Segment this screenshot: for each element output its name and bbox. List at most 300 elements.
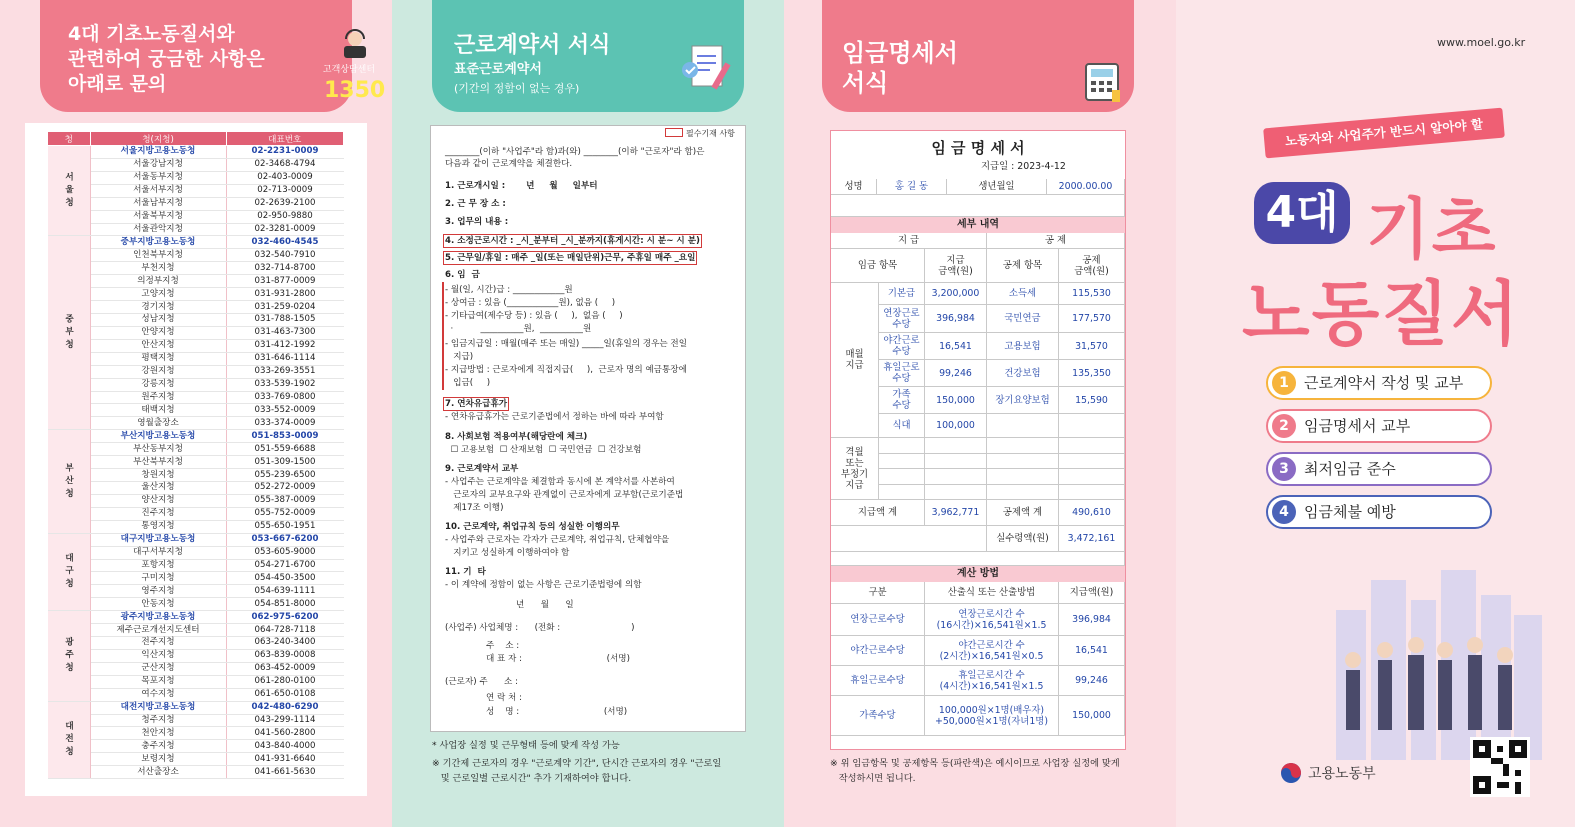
office-phone[interactable]: 033-769-0800 [226, 391, 344, 404]
deduct-amount: 31,570 [1059, 333, 1125, 360]
empty-cell [987, 485, 1059, 501]
office-phone[interactable]: 051-559-6688 [226, 443, 344, 456]
empty-cell [925, 438, 987, 454]
principle-number: 2 [1272, 414, 1296, 438]
call-center-number: 1350 [324, 78, 386, 103]
office-phone[interactable]: 032-460-4545 [226, 236, 344, 249]
payslip-header [822, 0, 1134, 112]
contract-subtitle: 표준근로계약서 [454, 62, 542, 77]
office-row [48, 171, 344, 184]
office-row [48, 520, 344, 533]
office-name: 울산지청 [90, 481, 226, 494]
region-name: 광주청 [48, 611, 91, 701]
calc-type: 야간근로수당 [831, 636, 925, 666]
office-name: 강원지청 [90, 365, 226, 378]
empty-cell [925, 469, 987, 485]
office-name: 대구서부지청 [90, 546, 226, 559]
pay-item: 기본급 [879, 283, 925, 305]
payslip-form [830, 130, 1126, 750]
office-row [48, 391, 344, 404]
office-row [48, 262, 344, 275]
office-phone[interactable]: 02-3468-4794 [226, 158, 344, 171]
office-phone[interactable]: 054-851-8000 [226, 598, 344, 611]
pay-amount: 150,000 [925, 387, 987, 414]
office-name: 대전지방고용노동청 [90, 701, 226, 714]
contract-line: 다음과 같이 근로계약을 체결한다. [445, 159, 573, 169]
office-name: 천안지청 [90, 727, 226, 740]
contract-footnote: 및 근로일별 근로시간" 추가 기재하여야 합니다. [432, 773, 632, 784]
required-box-icon [665, 128, 683, 137]
empty-cell [879, 438, 925, 454]
contract-line: 1. 근로개시일 : 년 월 일부터 [445, 181, 598, 191]
contract-line: 대 표 자 : (서명) [445, 654, 630, 664]
deduct-item [987, 414, 1059, 438]
calc-method: 연장근로시간 수 (16시간)×16,541원×1.5 [925, 604, 1059, 636]
cover-title-line2: 노동질서 [1242, 273, 1521, 355]
calc-amount: 396,984 [1059, 604, 1125, 636]
office-name: 통영지청 [90, 520, 226, 533]
principle-number: 3 [1272, 457, 1296, 481]
empty-cell [879, 469, 925, 485]
contract-line: 입금( ) [445, 378, 491, 388]
contract-line: 지급) [445, 352, 474, 362]
contract-line: 지키고 성실하게 이행하여야 함 [445, 548, 570, 558]
payslip-title: 임 금 명 세 서 [931, 139, 1025, 157]
office-row [48, 546, 344, 559]
office-directory-table [47, 131, 344, 779]
office-phone[interactable]: 053-605-9000 [226, 546, 344, 559]
office-row [48, 714, 344, 727]
principle-label: 최저임금 준수 [1304, 460, 1396, 478]
contract-footnote: * 사업장 실정 및 근무형태 등에 맞게 작성 가능 [432, 740, 620, 751]
office-phone[interactable]: 02-950-9880 [226, 210, 344, 223]
contract-line: 2. 근 무 장 소 : [445, 199, 506, 209]
contract-line: 근로자의 교부요구와 관계없이 근로자에게 교부함(근로기준법 [445, 490, 684, 500]
pay-item: 야간근로 수당 [879, 333, 925, 360]
office-phone[interactable]: 061-280-0100 [226, 675, 344, 688]
office-name: 보령지청 [90, 753, 226, 766]
office-name: 중부지방고용노동청 [90, 236, 226, 249]
office-name: 부산북부지청 [90, 456, 226, 469]
office-phone[interactable]: 055-387-0009 [226, 494, 344, 507]
principle-item [1266, 495, 1492, 529]
office-row [48, 301, 344, 314]
office-row [48, 146, 344, 159]
office-name: 여수지청 [90, 688, 226, 701]
detail-header: 세부 내역 [831, 217, 1125, 233]
office-row [48, 313, 344, 326]
contract-header [432, 0, 744, 112]
office-phone[interactable]: 055-239-6500 [226, 469, 344, 482]
cover-title-line1: 기초 [1366, 191, 1498, 268]
deduct-amount: 15,590 [1059, 387, 1125, 414]
office-name: 태백지청 [90, 404, 226, 417]
birth-label: 생년월일 [947, 179, 1047, 195]
office-phone[interactable]: 042-480-6290 [226, 701, 344, 714]
office-phone[interactable]: 055-650-1951 [226, 520, 344, 533]
office-name: 서울서부지청 [90, 184, 226, 197]
office-phone[interactable]: 051-853-0009 [226, 430, 344, 443]
office-phone[interactable]: 032-714-8700 [226, 262, 344, 275]
office-row [48, 326, 344, 339]
contract-line: 10. 근로계약, 취업규칙 등의 성실한 이행의무 [445, 522, 620, 532]
website-url[interactable]: www.moel.go.kr [1437, 36, 1526, 49]
col-header-region: 청 [48, 132, 91, 146]
deduct-amount: 177,570 [1059, 305, 1125, 333]
office-phone[interactable]: 054-639-1111 [226, 585, 344, 598]
pay-item: 식대 [879, 414, 925, 438]
principle-number: 4 [1272, 500, 1296, 524]
office-phone[interactable]: 043-299-1114 [226, 714, 344, 727]
office-phone[interactable]: 02-2639-2100 [226, 197, 344, 210]
col-ded-item: 공제 항목 [987, 249, 1059, 283]
office-row [48, 624, 344, 637]
office-row [48, 443, 344, 456]
office-name: 대구지방고용노동청 [90, 533, 226, 546]
office-name: 영주지청 [90, 585, 226, 598]
name-label: 성명 [831, 179, 877, 195]
contract-line: - 사업주와 근로자는 각자가 근로계약, 취업규칙, 단체협약을 [445, 535, 670, 545]
office-phone[interactable]: 033-269-3551 [226, 365, 344, 378]
deduct-item: 고용보험 [987, 333, 1059, 360]
contract-line: 성 명 : (서명) [445, 707, 628, 717]
office-name: 고양지청 [90, 288, 226, 301]
office-phone[interactable]: 062-975-6200 [226, 611, 344, 624]
calc-type: 가족수당 [831, 696, 925, 736]
calculator-icon [1084, 62, 1120, 102]
payslip-panel [784, 0, 1176, 827]
office-row [48, 184, 344, 197]
office-row [48, 456, 344, 469]
office-name: 구미지청 [90, 572, 226, 585]
empty-cell [987, 438, 1059, 454]
contract-line: · __________원, __________원 [445, 324, 592, 334]
empty-cell [925, 454, 987, 470]
calc-header: 계산 방법 [831, 566, 1125, 582]
office-name: 서울강남지청 [90, 158, 226, 171]
col-ded-amt: 공제 금액(원) [1059, 249, 1125, 283]
cover-badge: 4대 [1254, 182, 1350, 244]
office-row [48, 404, 344, 417]
region-name: 부산청 [48, 430, 91, 533]
contract-line: 7. 연차유급휴가 [445, 399, 508, 409]
principle-number: 1 [1272, 371, 1296, 395]
office-row [48, 469, 344, 482]
contract-line: 5. 근무일/휴일 : 매주 _일(또는 매일단위)근무, 주휴일 매주 _요일 [445, 253, 696, 263]
office-phone[interactable]: 031-931-2800 [226, 288, 344, 301]
deduct-item: 장기요양보험 [987, 387, 1059, 414]
contract-note: (기간의 정함이 없는 경우) [454, 82, 580, 95]
office-name: 성남지청 [90, 313, 226, 326]
office-phone[interactable]: 041-560-2800 [226, 727, 344, 740]
office-row [48, 701, 344, 714]
required-section-bar [442, 282, 444, 390]
office-phone[interactable]: 02-403-0009 [226, 171, 344, 184]
office-phone[interactable]: 063-839-0008 [226, 649, 344, 662]
deduct-item: 건강보험 [987, 360, 1059, 387]
office-name: 충주지청 [90, 740, 226, 753]
office-row [48, 611, 344, 624]
office-phone[interactable]: 064-728-7118 [226, 624, 344, 637]
office-name: 경기지청 [90, 301, 226, 314]
office-phone[interactable]: 031-646-1114 [226, 352, 344, 365]
office-row [48, 507, 344, 520]
office-phone[interactable]: 033-552-0009 [226, 404, 344, 417]
contract-line: 연 락 처 : [445, 693, 522, 703]
office-name: 창원지청 [90, 469, 226, 482]
principle-label: 임금체불 예방 [1304, 503, 1396, 521]
office-phone[interactable]: 055-752-0009 [226, 507, 344, 520]
office-phone[interactable]: 052-272-0009 [226, 481, 344, 494]
office-name: 의정부지청 [90, 275, 226, 288]
contract-footnote: ※ 기간제 근로자의 경우 "근로계약 기간", 단시간 근로자의 경우 "근로일 [432, 758, 722, 769]
office-name: 안동지청 [90, 598, 226, 611]
inquiry-header [40, 0, 386, 112]
office-row [48, 275, 344, 288]
cover-panel [1176, 0, 1575, 827]
qr-code-icon [1473, 740, 1527, 794]
empty-cell [1059, 469, 1125, 485]
office-name: 안양지청 [90, 326, 226, 339]
blank-cell [831, 526, 987, 552]
pay-item: 가족 수당 [879, 387, 925, 414]
employee-name: 홍 길 동 [877, 179, 947, 195]
deduct-amount [1059, 414, 1125, 438]
contract-line: 3. 업무의 내용 : [445, 217, 509, 227]
office-name: 광주지방고용노동청 [90, 611, 226, 624]
office-row [48, 365, 344, 378]
region-name: 대구청 [48, 533, 91, 611]
principle-item [1266, 409, 1492, 443]
office-row [48, 352, 344, 365]
office-name: 진주지청 [90, 507, 226, 520]
contract-line: 6. 임 금 [445, 270, 480, 280]
inquiry-title: 4대 기초노동질서와 관련하여 궁금한 사항은 아래로 문의 [68, 23, 265, 95]
payslip-panel-title: 임금명세서 서식 [842, 39, 958, 97]
office-phone[interactable]: 031-463-7300 [226, 326, 344, 339]
office-row [48, 753, 344, 766]
total-deduct: 490,610 [1059, 500, 1125, 526]
contract-line: (사업주) 사업체명 : (전화 : ) [445, 623, 635, 633]
office-row [48, 223, 344, 236]
contract-line: - 임금지급일 : 매월(매주 또는 매일) _____일(휴일의 경우는 전일 [445, 339, 688, 349]
empty-cell [1059, 485, 1125, 501]
calc-amount: 99,246 [1059, 666, 1125, 696]
required-items-legend [661, 128, 739, 139]
office-phone[interactable]: 043-840-4000 [226, 740, 344, 753]
office-row [48, 378, 344, 391]
office-name: 서산출장소 [90, 766, 226, 779]
inquiry-panel [0, 0, 392, 827]
pay-amount: 16,541 [925, 333, 987, 360]
contract-line: 주 소 : [445, 641, 520, 651]
principle-label: 임금명세서 교부 [1304, 417, 1411, 435]
pay-amount: 100,000 [925, 414, 987, 438]
office-phone[interactable]: 031-412-1992 [226, 339, 344, 352]
deduct-head: 공 제 [987, 233, 1125, 249]
contract-title: 근로계약서 서식 [454, 33, 611, 58]
call-center-label: 고객상담센터 [322, 65, 376, 75]
deduct-item: 국민연금 [987, 305, 1059, 333]
deduct-amount: 115,530 [1059, 283, 1125, 305]
office-phone[interactable]: 041-661-5630 [226, 766, 344, 779]
office-name: 안산지청 [90, 339, 226, 352]
calc-col-type: 구분 [831, 582, 925, 604]
col-pay-item: 임금 항목 [831, 249, 925, 283]
office-name: 군산지청 [90, 662, 226, 675]
office-row [48, 675, 344, 688]
office-row [48, 688, 344, 701]
blank-row [831, 195, 1125, 217]
office-directory [25, 123, 367, 796]
contract-line: - 상여금 : 있음 (____________원), 없음 ( ) [445, 298, 616, 308]
office-row [48, 158, 344, 171]
empty-cell [987, 469, 1059, 485]
office-phone[interactable]: 031-877-0009 [226, 275, 344, 288]
contract-line: - 기타급여(제수당 등) : 있음 ( ), 없음 ( ) [445, 311, 623, 321]
office-row [48, 533, 344, 546]
pay-amount: 3,200,000 [925, 283, 987, 305]
col-header-office: 청(지청) [90, 132, 226, 146]
contract-form [430, 125, 746, 732]
contract-line: 9. 근로계약서 교부 [445, 464, 519, 474]
qr-code[interactable] [1470, 737, 1530, 797]
office-row [48, 236, 344, 249]
office-name: 부천지청 [90, 262, 226, 275]
office-phone[interactable]: 054-271-6700 [226, 559, 344, 572]
office-row [48, 766, 344, 779]
government-emblem-icon [1280, 762, 1302, 784]
office-row [48, 339, 344, 352]
deduct-amount: 135,350 [1059, 360, 1125, 387]
principle-item [1266, 366, 1492, 400]
office-phone[interactable]: 053-667-6200 [226, 533, 344, 546]
empty-cell [1059, 438, 1125, 454]
office-name: 평택지청 [90, 352, 226, 365]
empty-cell [879, 485, 925, 501]
office-phone[interactable]: 063-452-0009 [226, 662, 344, 675]
office-name: 영월출장소 [90, 417, 226, 430]
office-name: 인천북부지청 [90, 249, 226, 262]
contract-panel [392, 0, 784, 827]
office-name: 제주근로개선지도센터 [90, 624, 226, 637]
office-row [48, 288, 344, 301]
payslip-footnote: ※ 위 임금항목 및 공제항목 등(파란색)은 예시이므로 사업장 실정에 맞게 작성하시면 됩니다. [830, 758, 1120, 784]
contract-line: - 연차유급휴가는 근로기준법에서 정하는 바에 따라 부여함 [445, 412, 664, 422]
office-phone[interactable]: 054-450-3500 [226, 572, 344, 585]
cover-ribbon: 노동자와 사업주가 반드시 알아야 할 [1263, 108, 1505, 159]
office-phone[interactable]: 031-788-1505 [226, 313, 344, 326]
office-phone[interactable]: 032-540-7910 [226, 249, 344, 262]
ministry-name: 고용노동부 [1308, 766, 1376, 782]
office-row [48, 417, 344, 430]
city-workers-illustration [1326, 560, 1546, 760]
empty-cell [1059, 454, 1125, 470]
office-name: 원주지청 [90, 391, 226, 404]
office-row [48, 559, 344, 572]
birth-date: 2000.00.00 [1047, 179, 1125, 195]
office-phone[interactable]: 02-3281-0009 [226, 223, 344, 236]
office-row [48, 649, 344, 662]
empty-cell [925, 485, 987, 501]
contract-line: 11. 기 타 [445, 567, 486, 577]
office-row [48, 598, 344, 611]
office-row [48, 494, 344, 507]
pay-head: 지 급 [831, 233, 987, 249]
office-row [48, 210, 344, 223]
office-row [48, 740, 344, 753]
office-name: 강릉지청 [90, 378, 226, 391]
col-pay-amt: 지급 금액(원) [925, 249, 987, 283]
contract-line: ________(이하 "사업주"라 함)과(와) ________(이하 "근로자"라 함)은 [445, 147, 705, 157]
contract-line: 제17조 이행) [445, 503, 504, 513]
office-phone[interactable]: 033-374-0009 [226, 417, 344, 430]
calc-type: 휴일근로수당 [831, 666, 925, 696]
office-phone[interactable]: 02-713-0009 [226, 184, 344, 197]
office-row [48, 481, 344, 494]
contract-line: (근로자) 주 소 : [445, 677, 518, 687]
region-name: 중부청 [48, 236, 91, 430]
pay-date: 지급일 : 2023-4-12 [981, 161, 1066, 172]
calc-amount: 16,541 [1059, 636, 1125, 666]
calc-method: 100,000원×1명(배우자) +50,000원×1명(자녀1명) [925, 696, 1059, 736]
contract-line: - 지급방법 : 근로자에게 직접지급( ), 근로자 명의 예금통장에 [445, 365, 687, 375]
net-pay-label: 실수령액(원) [987, 526, 1059, 552]
calc-method: 휴일근로시간 수 (4시간)×16,541원×1.5 [925, 666, 1059, 696]
office-row [48, 637, 344, 650]
calc-amount: 150,000 [1059, 696, 1125, 736]
office-phone[interactable]: 061-650-0108 [226, 688, 344, 701]
empty-cell [987, 454, 1059, 470]
principle-label: 근로계약서 작성 및 교부 [1304, 374, 1464, 392]
pay-amount: 396,984 [925, 305, 987, 333]
deduct-item: 소득세 [987, 283, 1059, 305]
required-items-label: 필수기재 사항 [686, 129, 735, 138]
office-phone[interactable]: 031-259-0204 [226, 301, 344, 314]
office-name: 목포지청 [90, 675, 226, 688]
office-name: 서울동부지청 [90, 171, 226, 184]
contract-line: - 사업주는 근로계약을 체결함과 동시에 본 계약서를 사본하여 [445, 477, 675, 487]
irregular-label: 격월 또는 부정기 지급 [831, 438, 879, 500]
office-row [48, 572, 344, 585]
office-name: 부산지방고용노동청 [90, 430, 226, 443]
office-name: 청주지청 [90, 714, 226, 727]
col-header-phone: 대표번호 [226, 132, 344, 146]
office-name: 서울관악지청 [90, 223, 226, 236]
office-name: 포항지청 [90, 559, 226, 572]
contract-line: 8. 사회보험 적용여부(해당란에 체크) [445, 432, 588, 442]
pay-item: 연장근로 수당 [879, 305, 925, 333]
monthly-label: 매월 지급 [831, 283, 879, 438]
office-phone[interactable]: 063-240-3400 [226, 637, 344, 650]
office-phone[interactable]: 051-309-1500 [226, 456, 344, 469]
office-row [48, 197, 344, 210]
call-center-agent-icon [340, 28, 370, 58]
office-name: 서울남부지청 [90, 197, 226, 210]
office-phone[interactable]: 041-931-6640 [226, 753, 344, 766]
office-row [48, 430, 344, 443]
pay-amount: 99,246 [925, 360, 987, 387]
office-row [48, 249, 344, 262]
contract-line: - 월(일, 시간)급 : ____________원 [445, 285, 573, 295]
total-pay: 3,962,771 [925, 500, 987, 526]
office-name: 서울북부지청 [90, 210, 226, 223]
net-pay: 3,472,161 [1059, 526, 1125, 552]
office-name: 부산동부지청 [90, 443, 226, 456]
office-phone[interactable]: 033-539-1902 [226, 378, 344, 391]
office-phone[interactable]: 02-2231-0009 [226, 146, 344, 159]
calc-col-amount: 지급액(원) [1059, 582, 1125, 604]
